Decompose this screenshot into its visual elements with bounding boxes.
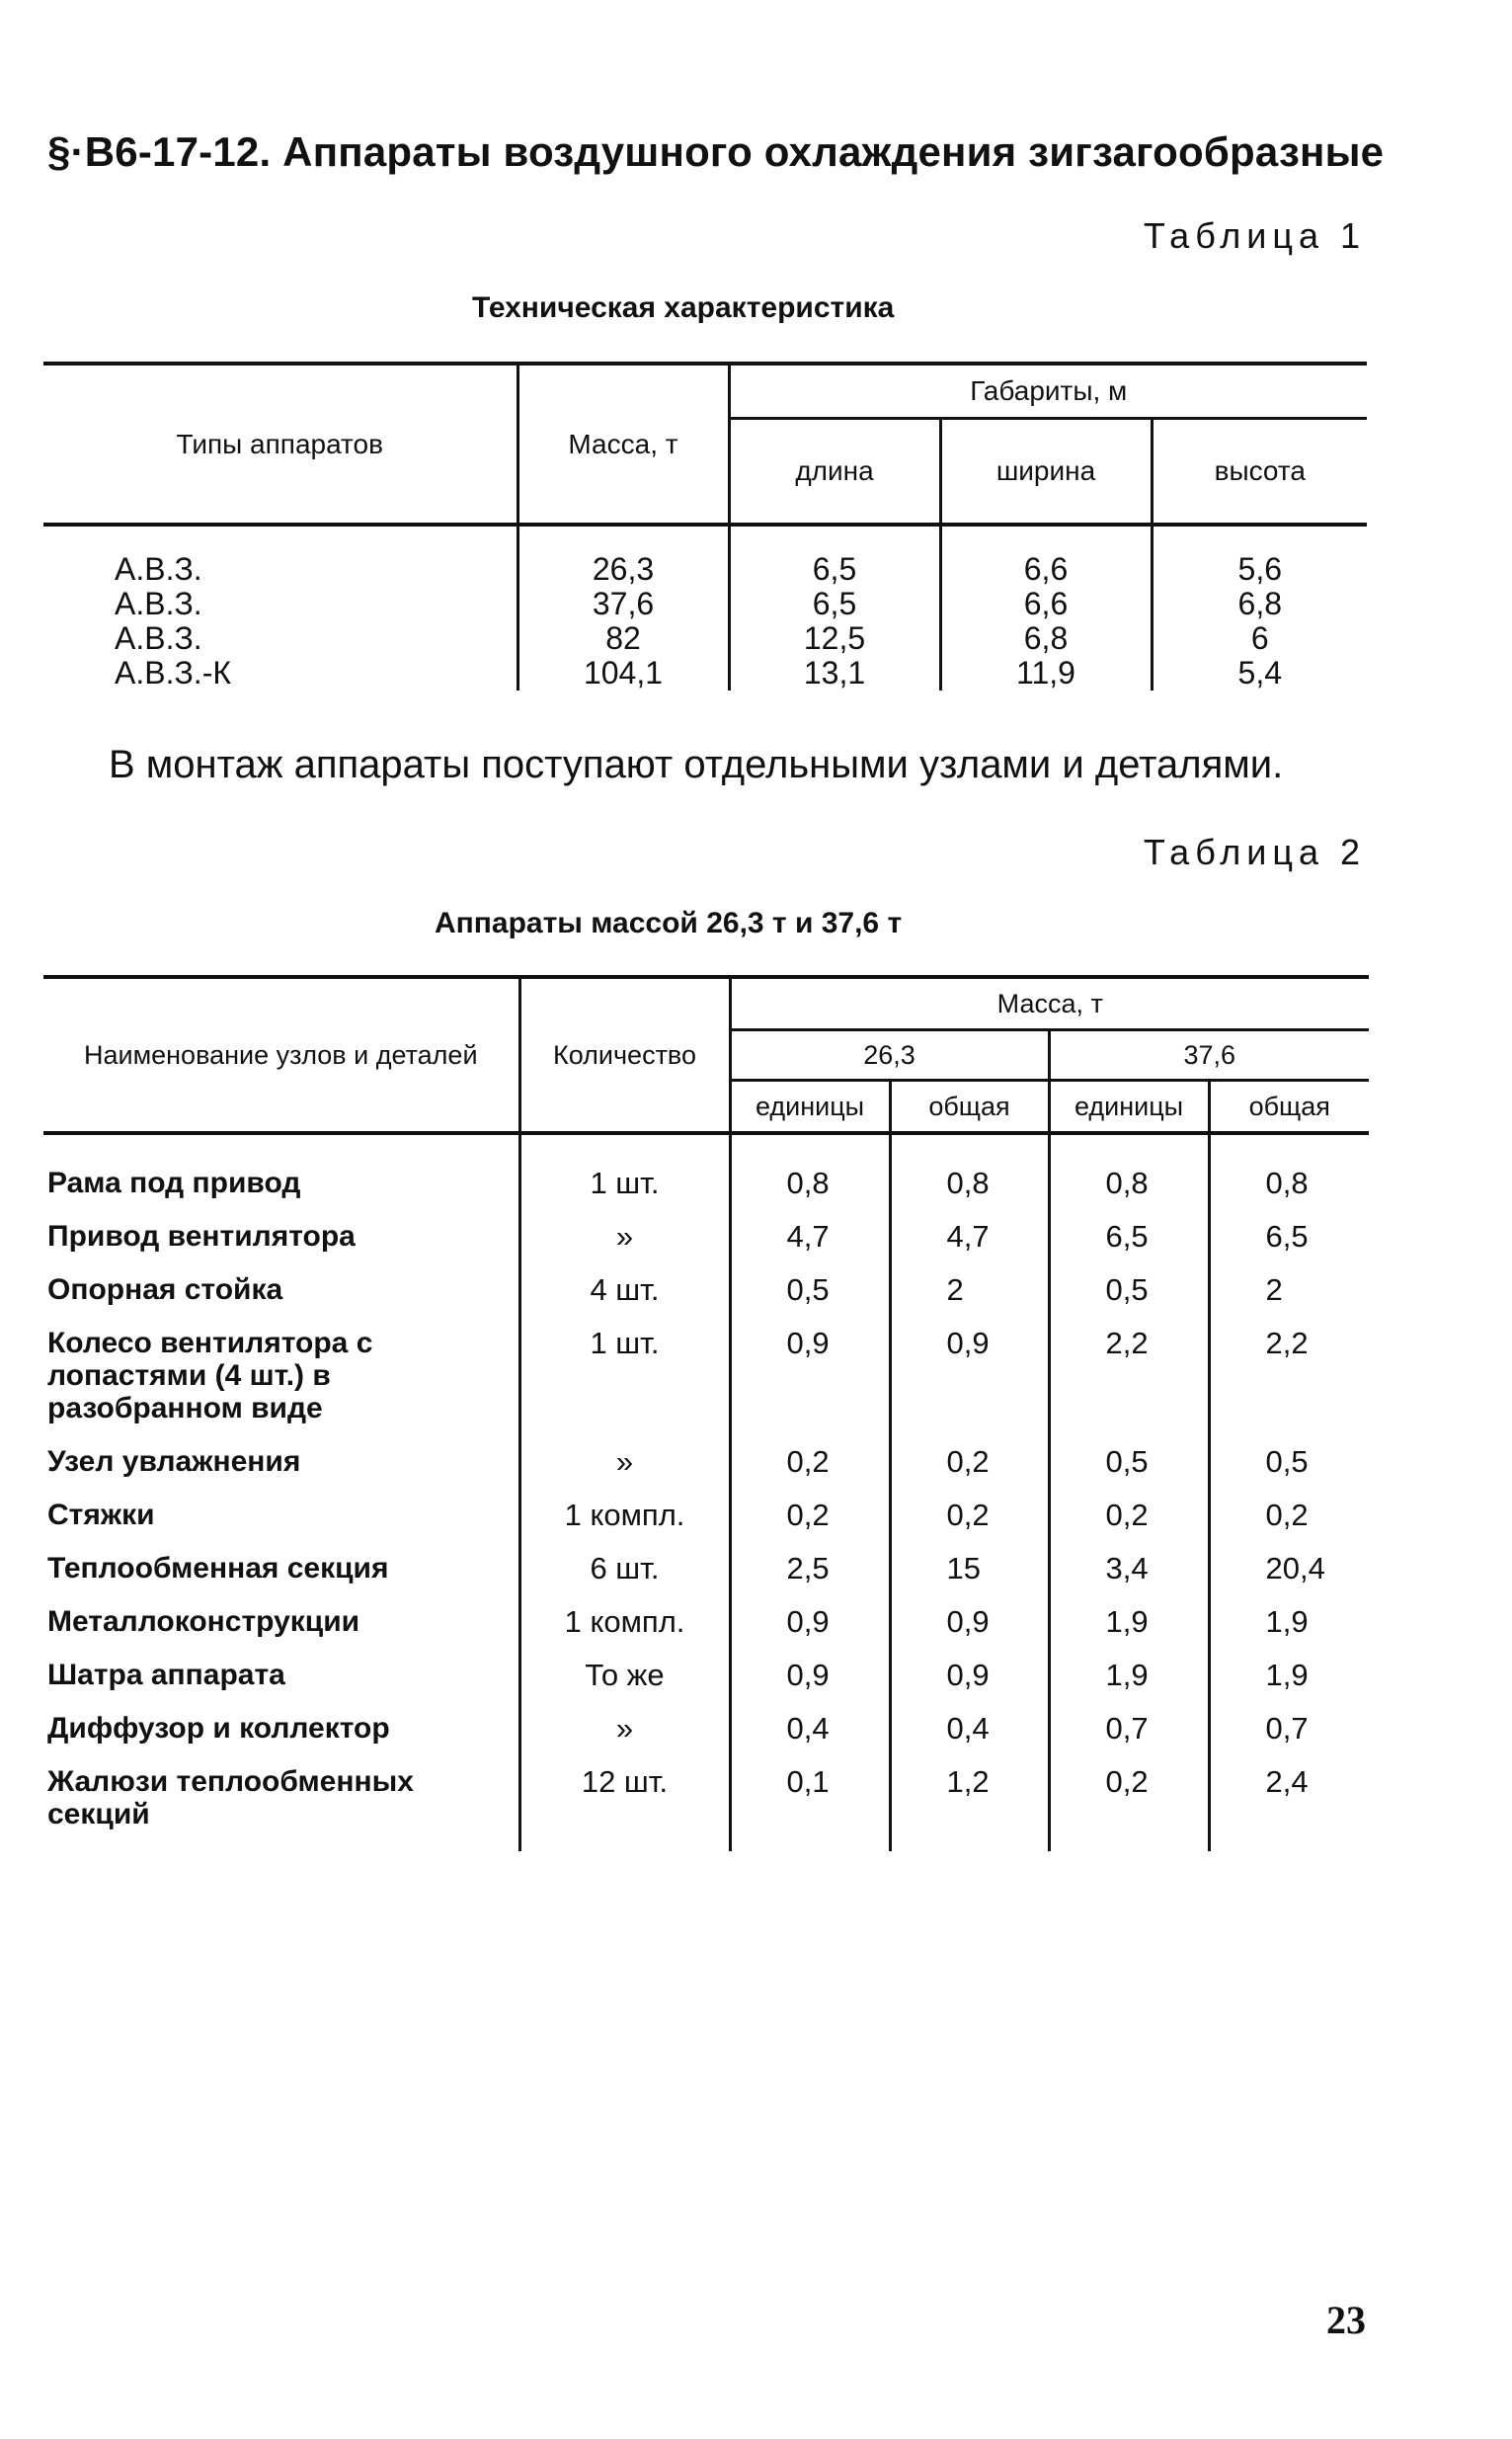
table-row bbox=[43, 587, 1367, 621]
cell-unit-a: 0,9 bbox=[730, 1605, 890, 1659]
cell-total-a: 0,9 bbox=[890, 1327, 1049, 1445]
cell-unit-a: 0,9 bbox=[730, 1659, 890, 1712]
cell-width: 11,9 bbox=[940, 656, 1152, 691]
cell-quantity: » bbox=[519, 1445, 730, 1499]
table-row bbox=[43, 656, 1367, 691]
cell-name: Опорная стойка bbox=[47, 1273, 283, 1306]
header-quantity: Количество bbox=[519, 977, 730, 1133]
table-row bbox=[43, 621, 1367, 656]
table2-label: Таблица 2 bbox=[1143, 832, 1366, 872]
table1-caption: Техническая характеристика bbox=[472, 291, 895, 324]
cell-name: Привод вентилятора bbox=[47, 1220, 356, 1253]
cell-height: 6,8 bbox=[1152, 587, 1367, 621]
header-unit-a: единицы bbox=[730, 1081, 890, 1134]
cell-total-b: 6,5 bbox=[1209, 1220, 1369, 1273]
cell-width: 6,6 bbox=[940, 587, 1152, 621]
cell-total-a: 0,4 bbox=[890, 1712, 1049, 1765]
table1-label: Таблица 1 bbox=[1143, 215, 1366, 256]
cell-unit-b: 3,4 bbox=[1049, 1552, 1209, 1605]
cell-total-a: 0,2 bbox=[890, 1499, 1049, 1552]
cell-unit-a: 0,4 bbox=[730, 1712, 890, 1765]
cell-quantity: 4 шт. bbox=[519, 1273, 730, 1327]
cell-width: 6,6 bbox=[940, 525, 1152, 587]
cell-total-b: 2,2 bbox=[1209, 1327, 1369, 1445]
cell-mass: 26,3 bbox=[517, 525, 729, 587]
cell-total-b: 20,4 bbox=[1209, 1552, 1369, 1605]
table-row bbox=[43, 1765, 1369, 1851]
cell-name: Теплообменная секция bbox=[47, 1552, 389, 1585]
header-group-26-3: 26,3 bbox=[730, 1030, 1049, 1081]
technical-characteristics-table bbox=[43, 362, 1367, 691]
table2-caption: Аппараты массой 26,3 т и 37,6 т bbox=[435, 907, 903, 939]
cell-name: Диффузор и коллектор bbox=[47, 1712, 390, 1745]
cell-total-b: 1,9 bbox=[1209, 1605, 1369, 1659]
cell-unit-b: 1,9 bbox=[1049, 1605, 1209, 1659]
cell-unit-a: 2,5 bbox=[730, 1552, 890, 1605]
cell-unit-a: 0,2 bbox=[730, 1445, 890, 1499]
cell-name: Шатра аппарата bbox=[47, 1659, 285, 1691]
cell-unit-a: 0,9 bbox=[730, 1327, 890, 1445]
cell-unit-a: 0,8 bbox=[730, 1133, 890, 1220]
cell-length: 13,1 bbox=[729, 656, 940, 691]
cell-quantity: 1 компл. bbox=[519, 1499, 730, 1552]
cell-quantity: 6 шт. bbox=[519, 1552, 730, 1605]
page-title: §·В6-17-12. Аппараты воздушного охлаждения зигзагообразные bbox=[47, 128, 1385, 175]
cell-length: 6,5 bbox=[729, 587, 940, 621]
header-mass: Масса, т bbox=[517, 364, 729, 525]
table-row bbox=[43, 1499, 1369, 1552]
table-row bbox=[43, 1445, 1369, 1499]
cell-unit-b: 0,8 bbox=[1049, 1133, 1209, 1220]
table-row bbox=[43, 1712, 1369, 1765]
header-unit-b: единицы bbox=[1049, 1081, 1209, 1134]
cell-width: 6,8 bbox=[940, 621, 1152, 656]
cell-total-b: 2 bbox=[1209, 1273, 1369, 1327]
cell-quantity: То же bbox=[519, 1659, 730, 1712]
table-row bbox=[43, 1220, 1369, 1273]
header-length: длина bbox=[729, 419, 940, 526]
cell-quantity: 1 компл. bbox=[519, 1605, 730, 1659]
cell-height: 6 bbox=[1152, 621, 1367, 656]
cell-mass: 82 bbox=[517, 621, 729, 656]
cell-unit-b: 1,9 bbox=[1049, 1659, 1209, 1712]
cell-total-a: 2 bbox=[890, 1273, 1049, 1327]
cell-name: Металлоконструкции bbox=[47, 1605, 360, 1638]
table-row bbox=[43, 1605, 1369, 1659]
cell-height: 5,6 bbox=[1152, 525, 1367, 587]
cell-name: Стяжки bbox=[47, 1499, 155, 1531]
cell-quantity: » bbox=[519, 1712, 730, 1765]
cell-total-a: 1,2 bbox=[890, 1765, 1049, 1851]
cell-unit-a: 0,5 bbox=[730, 1273, 890, 1327]
cell-unit-b: 0,5 bbox=[1049, 1445, 1209, 1499]
cell-type: А.В.З.-К bbox=[115, 655, 231, 691]
header-name: Наименование узлов и деталей bbox=[43, 977, 519, 1133]
cell-total-b: 0,8 bbox=[1209, 1133, 1369, 1220]
cell-unit-b: 0,2 bbox=[1049, 1499, 1209, 1552]
table-row bbox=[43, 1273, 1369, 1327]
cell-quantity: 1 шт. bbox=[519, 1133, 730, 1220]
cell-quantity: » bbox=[519, 1220, 730, 1273]
cell-unit-b: 0,5 bbox=[1049, 1273, 1209, 1327]
cell-total-a: 4,7 bbox=[890, 1220, 1049, 1273]
components-mass-table bbox=[43, 975, 1369, 1851]
cell-total-a: 0,2 bbox=[890, 1445, 1049, 1499]
cell-total-a: 0,9 bbox=[890, 1659, 1049, 1712]
cell-total-a: 0,8 bbox=[890, 1133, 1049, 1220]
cell-quantity: 1 шт. bbox=[519, 1327, 730, 1445]
cell-quantity: 12 шт. bbox=[519, 1765, 730, 1851]
header-total-b: общая bbox=[1209, 1081, 1369, 1134]
cell-unit-b: 0,2 bbox=[1049, 1765, 1209, 1851]
cell-name: Рама под привод bbox=[47, 1167, 301, 1199]
cell-unit-a: 4,7 bbox=[730, 1220, 890, 1273]
cell-unit-b: 0,7 bbox=[1049, 1712, 1209, 1765]
cell-type: А.В.З. bbox=[115, 551, 202, 587]
cell-length: 12,5 bbox=[729, 621, 940, 656]
table-row bbox=[43, 1552, 1369, 1605]
cell-unit-b: 2,2 bbox=[1049, 1327, 1209, 1445]
table-row bbox=[43, 1659, 1369, 1712]
cell-name: Жалюзи теплообменных секций bbox=[47, 1765, 414, 1830]
cell-mass: 37,6 bbox=[517, 587, 729, 621]
cell-total-b: 2,4 bbox=[1209, 1765, 1369, 1851]
cell-total-b: 0,2 bbox=[1209, 1499, 1369, 1552]
cell-total-b: 0,5 bbox=[1209, 1445, 1369, 1499]
cell-total-b: 1,9 bbox=[1209, 1659, 1369, 1712]
header-total-a: общая bbox=[890, 1081, 1049, 1134]
cell-height: 5,4 bbox=[1152, 656, 1367, 691]
header-types: Типы аппаратов bbox=[43, 364, 517, 525]
table-row bbox=[43, 525, 1367, 587]
cell-total-b: 0,7 bbox=[1209, 1712, 1369, 1765]
cell-length: 6,5 bbox=[729, 525, 940, 587]
header-width: ширина bbox=[940, 419, 1152, 526]
assembly-note-paragraph: В монтаж аппараты поступают отдельными узлами и деталями. bbox=[109, 743, 1284, 786]
cell-unit-b: 6,5 bbox=[1049, 1220, 1209, 1273]
cell-name: Узел увлажнения bbox=[47, 1445, 301, 1478]
cell-total-a: 0,9 bbox=[890, 1605, 1049, 1659]
cell-type: А.В.З. bbox=[115, 586, 202, 621]
cell-name: Колесо вентилятора с лопастями (4 шт.) в разобранном виде bbox=[47, 1327, 373, 1424]
cell-type: А.В.З. bbox=[115, 620, 202, 656]
cell-mass: 104,1 bbox=[517, 656, 729, 691]
header-mass: Масса, т bbox=[730, 977, 1369, 1030]
header-height: высота bbox=[1152, 419, 1367, 526]
cell-unit-a: 0,2 bbox=[730, 1499, 890, 1552]
cell-total-a: 15 bbox=[890, 1552, 1049, 1605]
header-group-37-6: 37,6 bbox=[1049, 1030, 1369, 1081]
header-dimensions: Габариты, м bbox=[729, 364, 1367, 419]
table-row bbox=[43, 1133, 1369, 1220]
page-number: 23 bbox=[1326, 2298, 1366, 2342]
table-row bbox=[43, 1327, 1369, 1445]
cell-unit-a: 0,1 bbox=[730, 1765, 890, 1851]
